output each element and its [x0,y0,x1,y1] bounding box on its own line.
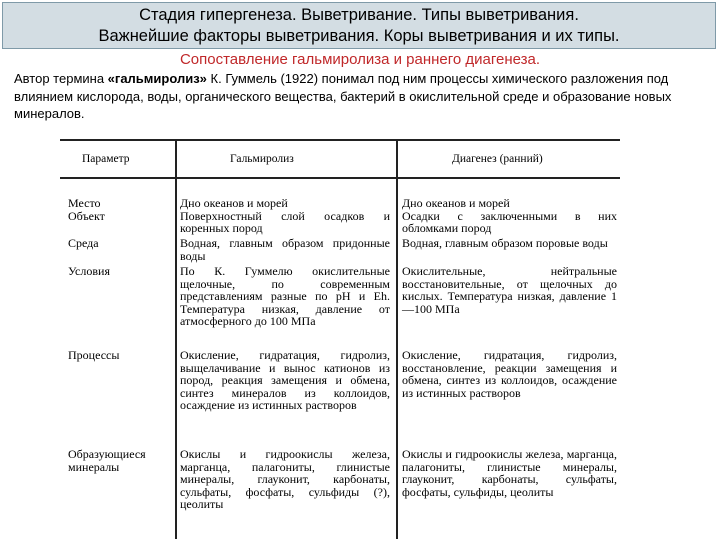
row-halmyrolysis: Окисление, гидратация, гидролиз, выщелачивание и вынос катионов из пород, реакция замещения и обмена, синтез минералов из коллоидов, осаждение из истинных растворов [180,348,390,413]
row-halmyrolysis: Дно океанов и морей Поверхностный слой осадков и коренных пород [180,196,390,236]
header-halmyrolysis: Гальмиролиз [230,153,294,165]
row-diagenesis: Окислы и гидроокислы железа, марганца, палагониты, глинистые минералы, глауконит, карбонаты, сульфаты, фосфаты, сульфиды, цеолиты [402,447,617,499]
intro-prefix: Автор термина [14,71,108,86]
table-caption: Сопоставление гальмиролиза и раннего диагенеза. [179,51,541,68]
comparison-table [60,135,620,540]
intro-rest: К. Гуммель (1922) понимал под ним процессы химического разложения под влиянием кислорода, воды, органического вещества, бактерий в окислительной среде и образование новых минералов. [14,71,672,121]
row-diagenesis: Окисление, гидратация, гидролиз, восстановление, реакции замещения и обмена, синтез из коллоидов, осаждение из истинных растворов [402,348,617,400]
row-diagenesis: Водная, главным образом поровые воды [402,236,608,250]
title-banner [2,2,716,49]
column-divider-1 [175,139,177,539]
title-line-1: Стадия гипергенеза. Выветривание. Типы выветривания. [139,6,579,24]
table-top-rule [60,139,620,141]
row-diagenesis: Дно океанов и морей Осадки с заключенными в них обломками пород [402,196,617,236]
header-diagenesis: Диагенез (ранний) [452,153,543,165]
row-param: Среда [68,236,99,250]
header-parameter: Параметр [82,153,130,165]
row-param: Условия [68,264,110,278]
column-divider-2 [396,139,398,539]
row-param: Образующиеся минералы [68,447,146,474]
row-diagenesis: Окислительные, нейтральные восстановительные, от щелочных до кислых. Температура низкая, давление 1—100 МПа [402,264,617,316]
intro-term: «гальмиролиз» [107,71,207,86]
row-param: Процессы [68,348,120,362]
row-halmyrolysis: По К. Гуммелю окислительные щелочные, по современным представлениям разные по pH и Eh. Температура низкая, давление от атмосферного до 100 МПа [180,264,390,329]
row-halmyrolysis: Водная, главным образом придонные воды [180,236,390,263]
title-line-2: Важнейшие факторы выветривания. Коры выветривания и их типы. [98,27,620,45]
row-halmyrolysis: Окислы и гидроокислы железа, марганца, палагониты, глинистые минералы, глауконит, карбонаты, сульфаты, фосфаты, сульфиды (?), цеолиты [180,447,390,512]
header-bottom-rule [60,177,620,179]
row-param: Место Объект [68,196,105,223]
intro-paragraph [14,70,710,123]
